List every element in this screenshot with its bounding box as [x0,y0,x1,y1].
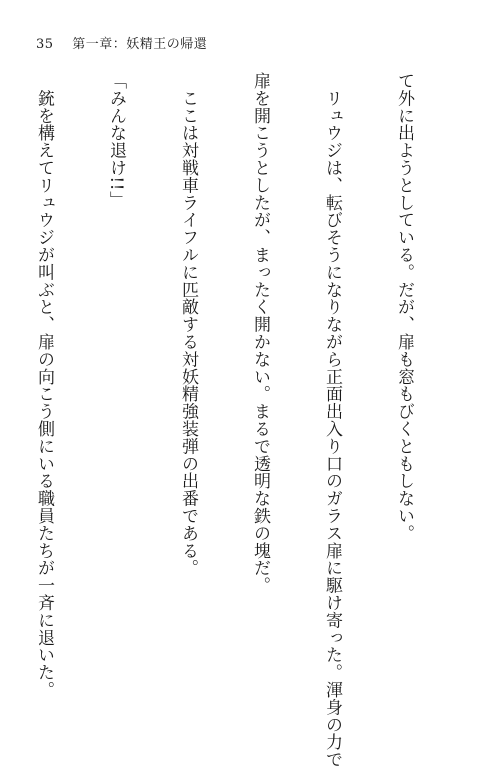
text-line: 銃を構えてリュウジが叫ぶと、扉の向こう側にいる職員たちが一斉に退いた。 [34,72,54,699]
text-line: 扉を開こうとしたが、まったく開かない。まるで透明な鉄の塊だ。 [250,72,270,594]
page-number: 35 [36,37,54,52]
text-line: ここは対戦車ライフルに匹敵する対妖精強装弾の出番である。 [178,72,198,577]
text-line: リュウジは、転びそうになりながら正面出入り口のガラス扉に駆け寄った。渾身の力で [322,72,342,768]
text-line: て外に出ようとしている。だが、扉も窓もびくともしない。 [394,72,414,542]
chapter-title: 第一章：妖精王の帰還 [72,37,208,52]
text-line: 「みんな退け!!」 [106,72,126,209]
running-header [36,33,207,52]
vertical-body-text [0,72,464,768]
